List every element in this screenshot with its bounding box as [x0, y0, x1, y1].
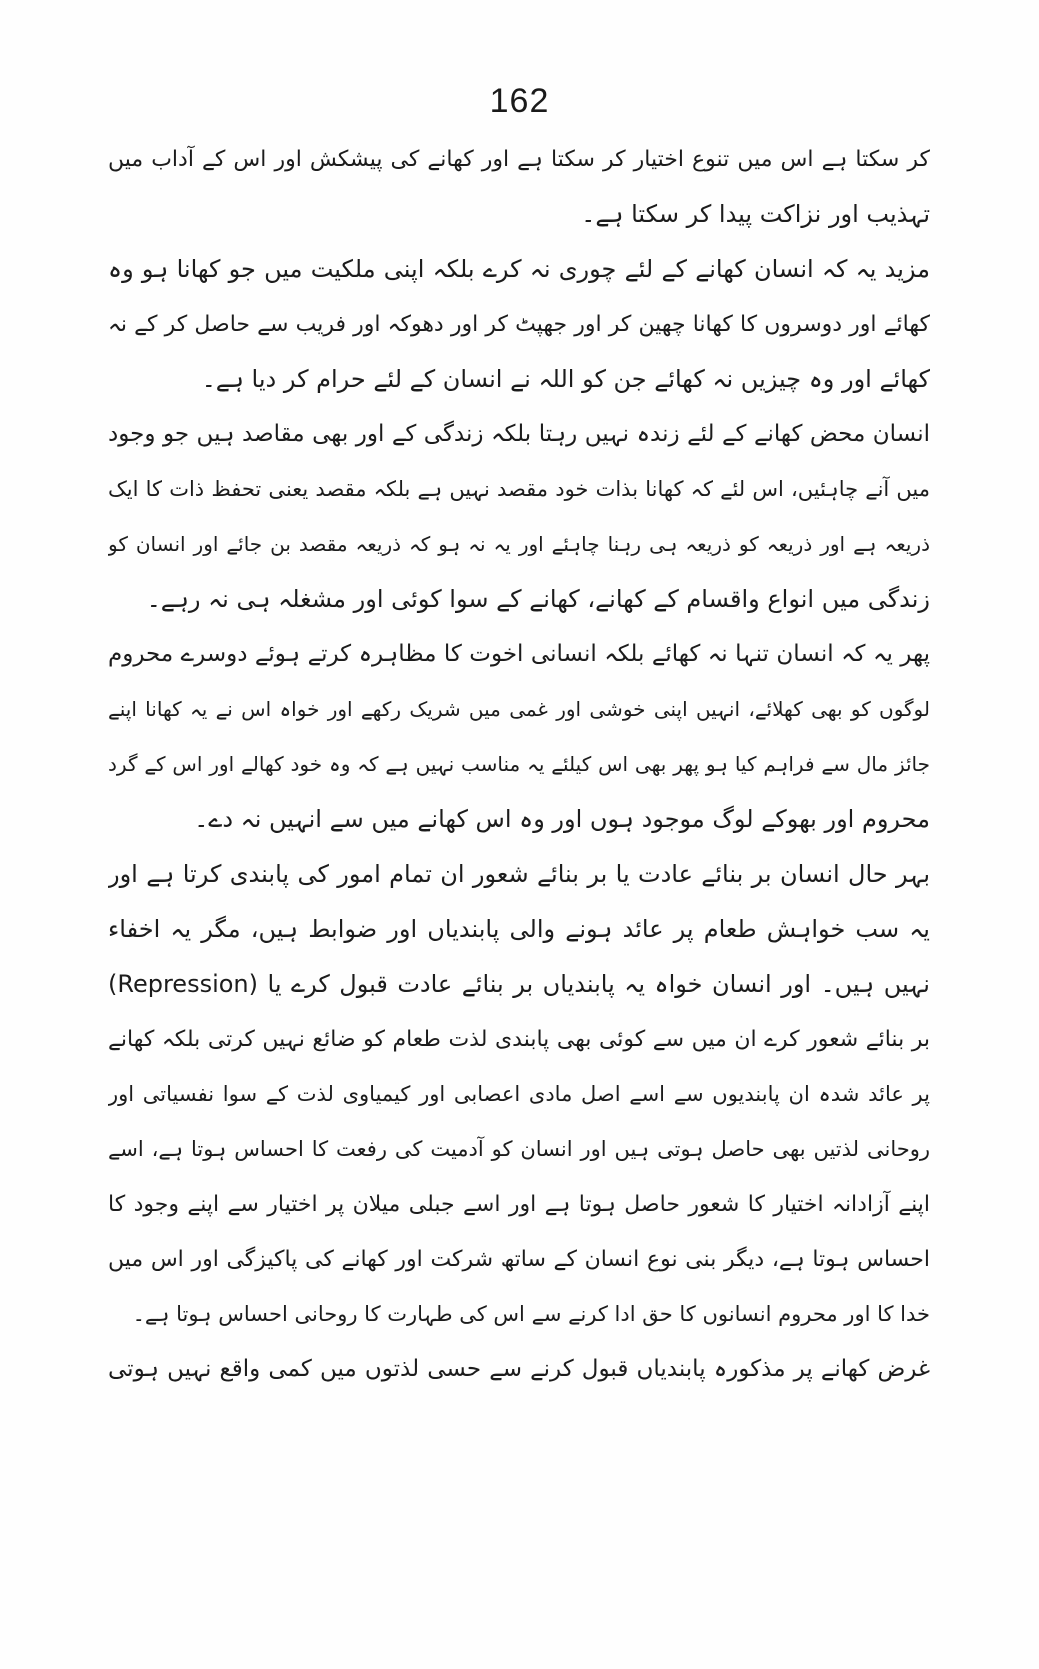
text-line: تہذیب اور نزاکت پیدا کر سکتا ہے۔ [581, 200, 930, 228]
text-line: کھائے اور وہ چیزیں نہ کھائے جن کو اللہ نے انسان کے لئے حرام کر دیا ہے۔ [201, 365, 930, 393]
text-line: ذریعہ ہے اور ذریعہ کو ذریعہ ہی رہنا چاہئے اور یہ نہ ہو کہ ذریعہ مقصد بن جائے اور انسان کو [108, 532, 930, 556]
text-line: جائز مال سے فراہم کیا ہو پھر بھی اس کیلئے یہ مناسب نہیں ہے کہ وہ خود کھالے اور اس کے گرد [108, 752, 930, 776]
text-line: محروم اور بھوکے لوگ موجود ہوں اور وہ اس کھانے میں سے انہیں نہ دے۔ [194, 805, 930, 833]
text-line: بر بنائے شعور کرے ان میں سے کوئی بھی پابندی لذت طعام کو ضائع نہیں کرتی بلکہ کھانے [108, 1027, 930, 1052]
text-line: روحانی لذتیں بھی حاصل ہوتی ہیں اور انسان کو آدمیت کی رفعت کا احساس ہوتا ہے، اسے [108, 1137, 930, 1161]
text-line: احساس ہوتا ہے، دیگر بنی نوع انسان کے ساتھ شرکت اور کھانے کی پاکیزگی اور اس میں [108, 1247, 930, 1272]
text-line: مزید یہ کہ انسان کھانے کے لئے چوری نہ کرے بلکہ اپنی ملکیت میں جو کھانا ہو وہ [108, 255, 930, 283]
text-line: انسان محض کھانے کے لئے زندہ نہیں رہتا بلکہ زندگی کے اور بھی مقاصد ہیں جو وجود [108, 421, 930, 447]
text-line: کھائے اور دوسروں کا کھانا چھین کر اور جھپٹ کر اور دھوکہ اور فریب سے حاصل کر کے نہ [108, 312, 930, 337]
page-body-text [108, 132, 930, 1397]
text-line: یہ سب خواہش طعام پر عائد ہونے والی پابندیاں اور ضوابط ہیں، مگر یہ اخفاء [108, 915, 930, 943]
text-line: اپنے آزادانہ اختیار کا شعور حاصل ہوتا ہے اور اسے جبلی میلان پر اختیار سے اپنے وجود کا [108, 1192, 930, 1217]
text-line: میں آنے چاہئیں، اس لئے کہ کھانا بذات خود مقصد نہیں ہے بلکہ مقصد یعنی تحفظ ذات کا ایک [108, 477, 930, 501]
text-line: خدا کا اور محروم انسانوں کا حق ادا کرنے سے اس کی طہارت کا روحانی احساس ہوتا ہے۔ [132, 1302, 930, 1326]
text-line: غرض کھانے پر مذکورہ پابندیاں قبول کرنے سے حسی لذتوں میں کمی واقع نہیں ہوتی [108, 1356, 930, 1382]
text-line: کر سکتا ہے اس میں تنوع اختیار کر سکتا ہے اور کھانے کی پیشکش اور اس کے آداب میں [108, 147, 930, 172]
text-line: (Repression) نہیں ہیں۔ اور انسان خواہ یہ پابندیاں بر بنائے عادت قبول کرے یا [108, 970, 930, 998]
text-line: لوگوں کو بھی کھلائے، انہیں اپنی خوشی اور غمی میں شریک رکھے اور خواہ اس نے یہ کھانا اپنے [108, 697, 930, 721]
text-line: پھر یہ کہ انسان تنہا نہ کھائے بلکہ انسانی اخوت کا مظاہرہ کرتے ہوئے دوسرے محروم [108, 641, 930, 667]
page-number: 162 [489, 82, 550, 120]
text-line: زندگی میں انواع واقسام کے کھانے، کھانے کے سوا کوئی اور مشغلہ ہی نہ رہے۔ [146, 585, 930, 613]
text-line: بہر حال انسان بر بنائے عادت یا بر بنائے شعور ان تمام امور کی پابندی کرتا ہے اور [108, 860, 930, 888]
text-line: پر عائد شدہ ان پابندیوں سے اسے اصل مادی اعصابی اور کیمیاوی لذت کے سوا نفسیاتی اور [108, 1082, 930, 1106]
